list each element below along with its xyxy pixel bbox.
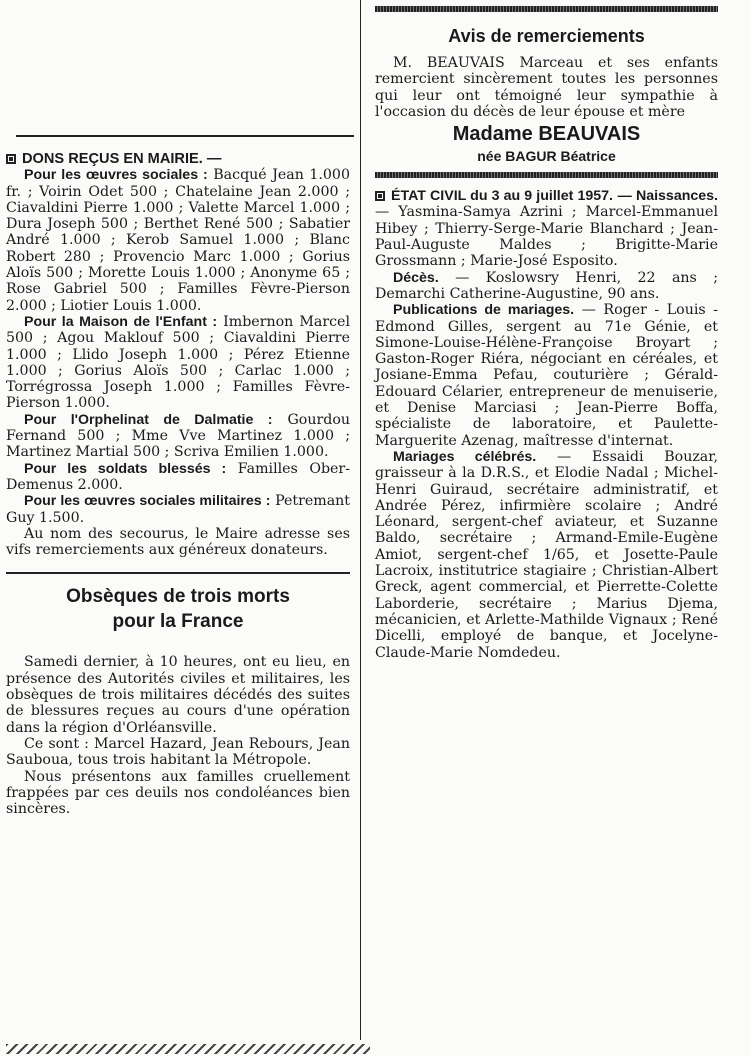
naissances-label: — Naissances. bbox=[617, 188, 718, 205]
etat-civil-article bbox=[375, 188, 718, 661]
avis-article bbox=[375, 55, 718, 120]
deces-label: Décès. bbox=[393, 269, 439, 286]
obseques-title bbox=[6, 584, 350, 634]
dons-paragraph-blesses bbox=[6, 461, 350, 494]
bullet-square-icon bbox=[375, 191, 385, 201]
militaires-text: Petremant Guy 1.500. bbox=[6, 493, 350, 526]
etat-deces-paragraph bbox=[375, 270, 718, 303]
mariages-label: Mariages célébrés. bbox=[393, 448, 537, 465]
deceased-maiden-name: née BAGUR Béatrice bbox=[477, 148, 616, 165]
left-column bbox=[6, 0, 350, 1056]
bullet-square-icon bbox=[6, 154, 16, 164]
oeuvres-label: Pour les œuvres sociales : bbox=[24, 167, 208, 184]
deces-text: — Koslowsry Henri, 22 ans ; Demarchi Catherine-Augustine, 90 ans. bbox=[375, 269, 718, 302]
dons-paragraph-oeuvres bbox=[6, 151, 350, 314]
maison-text: Imbernon Marcel 500 ; Agou Maklouf 500 ; Ciavaldini Pierre 1.000 ; Llido Joseph 1.000 ; Pérez Etienne 1.000 ; Gorius Aloïs 500 ; Carlac 1.000 ; Torrégrossa Joseph 1.000 ; Familles Fèvre-Pierson 1.000. bbox=[6, 313, 350, 412]
obseques-paragraph-1: Samedi dernier, à 10 heures, ont eu lieu, en présence des Autorités civiles et militaires, les obsèques de trois militaires décédés des suites de blessures reçues au cours d'une opération dans la région d'Orléansville. bbox=[6, 654, 350, 736]
orphelinat-text: Gourdou Fernand 500 ; Mme Vve Martinez 1.000 ; Martinez Martial 500 ; Scriva Emilien 1.000. bbox=[6, 411, 351, 461]
dons-paragraph-orphelinat bbox=[6, 412, 350, 461]
dons-heading: DONS REÇUS EN MAIRIE. — bbox=[22, 151, 222, 167]
dons-closing: Au nom des secourus, le Maire adresse ses vifs remerciements aux généreux donateurs. bbox=[6, 525, 350, 559]
obseques-title-line2: pour la France bbox=[112, 611, 244, 633]
avis-title: Avis de remerciements bbox=[448, 26, 645, 46]
publications-label: Publications de mariages. bbox=[393, 302, 575, 319]
dons-article bbox=[6, 151, 350, 558]
orphelinat-label: Pour l'Orphelinat de Dalmatie : bbox=[24, 411, 273, 428]
mariages-text: — Essaidi Bouzar, graisseur à la D.R.S., et Elodie Nadal ; Michel-Henri Guiraud, secrétaire administratif, et Andrée Pérez, infirmière scolaire ; André Léonard, sergent-chef aviateur, et Suzanne Baldo, secrétaire ; Armand-Emile-Eugène Amiot, sergent-chef 1/65, et Josette-Paule Lacroix, institutrice stagiaire ; Christian-Albert Greck, agent commercial, et Pierrette-Colette Laborderie, secrétaire ; Marius Djema, mécanicien, et Arlette-Mathilde Vignaux ; René Dicelli, employé de banque, et Jocelyne-Claude-Marie Nomdedeu. bbox=[375, 448, 719, 661]
obseques-article bbox=[6, 654, 350, 817]
avis-text: M. BEAUVAIS Marceau et ses enfants remercient sincèrement toutes les personnes qui leur ont témoigné leur sympathie à l'occasion du décès de leur épouse et mère bbox=[375, 55, 718, 120]
obseques-paragraph-3: Nous présentons aux familles cruellement frappées par ces deuils nos condoléances bien sincères. bbox=[6, 768, 350, 818]
rule-above-etat-civil bbox=[375, 172, 718, 178]
right-column bbox=[375, 0, 718, 1056]
publications-text: — Roger - Louis - Edmond Gilles, sergent au 71e Génie, et Simone-Louise-Hélène-Françoise Broyart ; Gaston-Roger Riéra, négociant en céréales, et Josiane-Emma Pefau, couturière ; Gérald-Edouard Célarier, entrepreneur de menuiserie, et Denise Marciasi ; Jean-Pierre Boffa, spécialiste de laboratoire, et Paulette-Marguerite Azenag, maîtresse d'internat. bbox=[375, 302, 718, 449]
dons-paragraph-maison bbox=[6, 314, 350, 412]
obseques-title-line1: Obsèques de trois morts bbox=[66, 586, 290, 608]
rule-above-dons bbox=[16, 135, 354, 137]
top-blank-space bbox=[6, 0, 350, 135]
maison-label: Pour la Maison de l'Enfant : bbox=[24, 313, 218, 330]
dons-paragraph-militaires bbox=[6, 493, 350, 526]
blesses-text: Familles Ober-Demenus 2.000. bbox=[6, 460, 351, 493]
obseques-paragraph-2: Ce sont : Marcel Hazard, Jean Rebours, Jean Sauboua, tous trois habitant la Métropole. bbox=[6, 735, 350, 769]
etat-mariages-paragraph bbox=[375, 449, 718, 661]
etat-naissances-paragraph bbox=[375, 188, 718, 269]
deceased-name: Madame BEAUVAIS bbox=[452, 123, 641, 146]
rule-above-obseques bbox=[6, 572, 350, 574]
bottom-ornament-rule bbox=[6, 1044, 370, 1054]
rule-top-right bbox=[375, 6, 718, 12]
naissances-text: — Yasmina-Samya Azrini ; Marcel-Emmanuel Hibey ; Thierry-Serge-Marie Blanchard ; Jean-Paul-Auguste Maldes ; Brigitte-Marie Grossmann ; Marie-José Esposito. bbox=[375, 204, 718, 270]
etat-civil-heading: ÉTAT CIVIL du 3 au 9 juillet 1957. bbox=[391, 188, 613, 205]
oeuvres-text: Bacqué Jean 1.000 fr. ; Voirin Odet 500 ; Chatelaine Jean 2.000 ; Ciavaldini Pierre 1.000 ; Valette Marcel 1.000 ; Dura Joseph 500 ; Berthet René 500 ; Sabatier André 1.000 ; Kerob Samuel 1.000 ; Blanc Robert 280 ; Provencio Marc 1.000 ; Gorius Aloïs 500 ; Morette Louis 1.000 ; Anonyme 65 ; Rose Gabriel 500 ; Familles Fèvre-Pierson 2.000 ; Liotier Louis 1.000. bbox=[6, 167, 350, 314]
blesses-label: Pour les soldats blessés : bbox=[24, 460, 227, 477]
etat-publications-paragraph bbox=[375, 302, 718, 449]
militaires-label: Pour les œuvres sociales militaires : bbox=[24, 493, 271, 510]
column-divider bbox=[360, 0, 361, 1040]
